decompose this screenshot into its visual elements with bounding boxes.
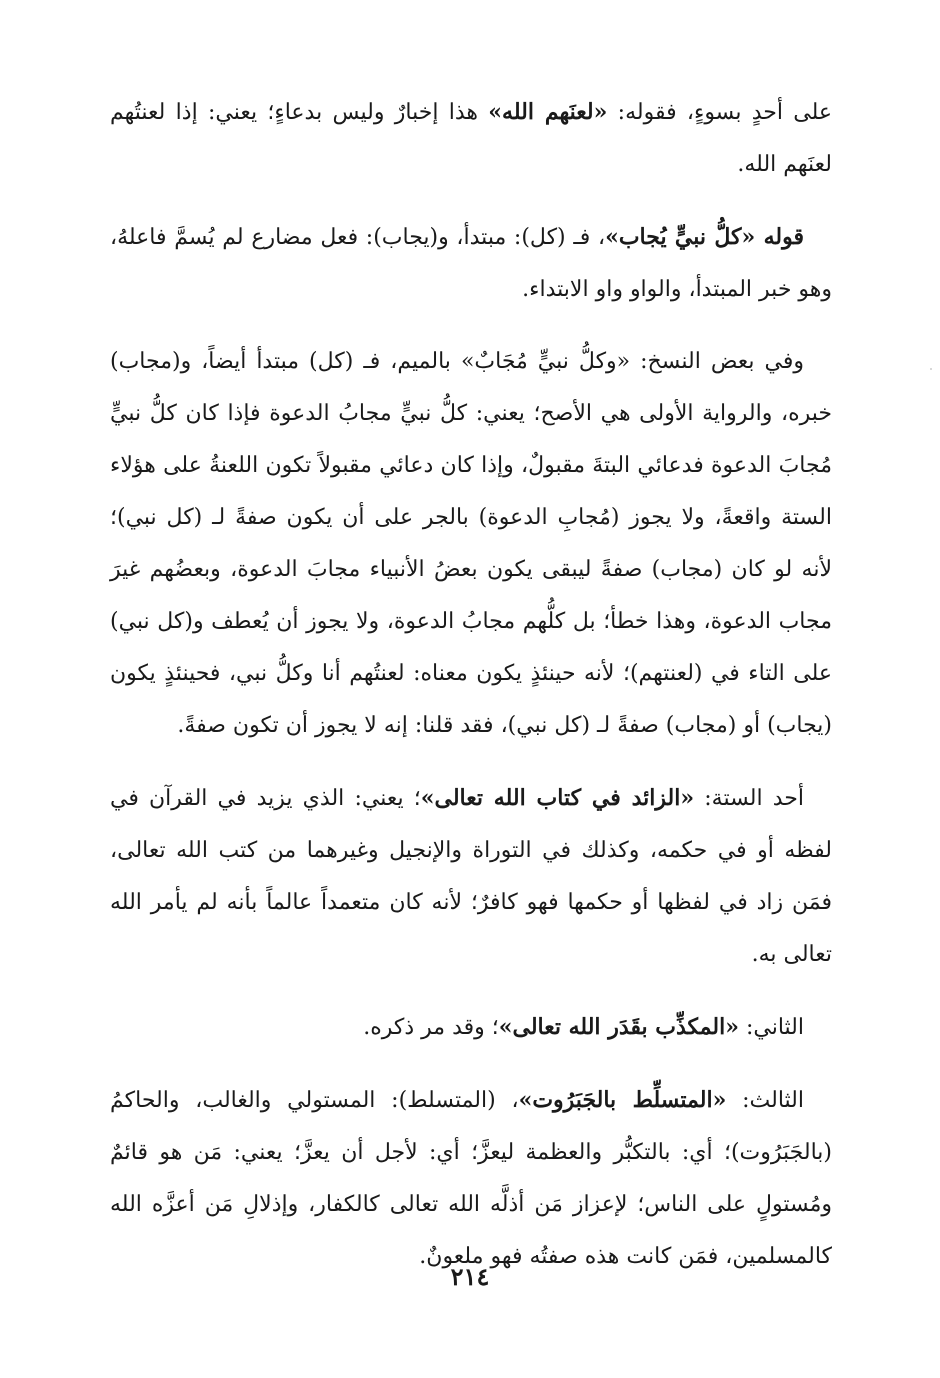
paragraph-text: وفي بعض النسخ: «وكلُّ نبيٍّ مُجَابٌ» بالميم، فـ (كل) مبتدأ أيضاً، و(مجاب) خبره، والرواية الأولى هي الأصح؛ يعني: كلُّ نبيٍّ مجابُ الدعوة فإذا كان كلُّ نبيٍّ مُجابَ الدعوة فدعائي البتةَ مقبولٌ، وإذا كان دعائي مقبولاً تكون اللعنةُ على هؤلاء الستة واقعةً، ولا يجوز (مُجابِ الدعوة) بالجر على أن يكون صفةً لـ (كل نبي)؛ لأنه لو كان (مجاب) صفةً ليبقى يكون بعضُ الأنبياء مجابَ الدعوة، وبعضُهم غيرَ مجاب الدعوة، وهذا خطأ؛ بل كلُّهم مجابُ الدعوة، ولا يجوز أن يُعطف و(كل نبي) على التاء في (لعنتهم)؛ لأنه حينئذٍ يكون معناه: لعنتُهم أنا وكلُّ نبي، فحينئذٍ يكون (يجاب) أو (مجاب) صفةً لـ (كل نبي)، فقد قلنا: إنه لا يجوز أن تكون صفةً. <box>110 349 833 738</box>
margin-dot <box>930 368 932 370</box>
paragraph-text: أحد الستة: <box>694 786 804 811</box>
paragraph-text: الثالث: <box>726 1088 804 1113</box>
paragraph-text: ؛ وقد مر ذكره. <box>363 1015 499 1040</box>
paragraph-text: على أحدٍ بسوءٍ، فقوله: <box>607 100 833 125</box>
paragraph-text: هذا إخبارٌ وليس بدعاءٍ؛ يعني: إذا لعنتُهم لعنَهم الله. <box>110 100 832 177</box>
quoted-phrase: «المتسلِّط بالجَبَرُوت» <box>518 1087 727 1113</box>
paragraph-text: ؛ يعني: الذي يزيد في القرآن في لفظه أو في حكمه، وكذلك في التوراة والإنجيل وغيرهما من كتب الله تعالى، فمَن زاد في لفظها أو حكمها فهو كافرٌ؛ لأنه كان متعمداً عالماً بأنه لم يأمر الله تعالى به. <box>110 786 832 967</box>
paragraph <box>110 772 832 981</box>
page-number: ٢١٤ <box>450 1262 490 1291</box>
paragraph-text: ، (المتسلط): المستولي والغالب، والحاكمُ (بالجَبَرُوت)؛ أي: بالتكبُّر والعظمة ليعزَّ؛ أي: لأجل أن يعزَّ؛ يعني: مَن هو قائمٌ ومُستولٍ على الناس؛ لإعزاز مَن أذلَّه الله تعالى كالكفار، وإذلالِ مَن أعزَّه الله كالمسلمين، فمَن كانت هذه صفتُه فهو ملعونٌ. <box>110 1088 832 1269</box>
paragraph <box>110 86 832 191</box>
paragraph <box>110 1001 832 1054</box>
paragraph <box>110 1074 832 1283</box>
paragraph <box>110 336 832 752</box>
quoted-phrase: «الزائد في كتاب الله تعالى» <box>420 785 695 811</box>
paragraph-text: ، فـ (كل): مبتدأ، و(يجاب): فعل مضارع لم يُسمَّ فاعلهُ، وهو خبر المبتدأ، والواو واو الابتداء. <box>110 225 832 302</box>
paragraph <box>110 211 832 316</box>
paragraph-text: الثاني: <box>738 1015 804 1040</box>
page-body <box>110 86 832 1283</box>
quoted-phrase: قوله «كلُّ نبيٍّ يُجاب» <box>605 224 804 250</box>
quoted-phrase: «المكذِّب بقَدَر الله تعالى» <box>498 1014 739 1040</box>
quoted-phrase: «لعنَهم الله» <box>488 99 608 125</box>
